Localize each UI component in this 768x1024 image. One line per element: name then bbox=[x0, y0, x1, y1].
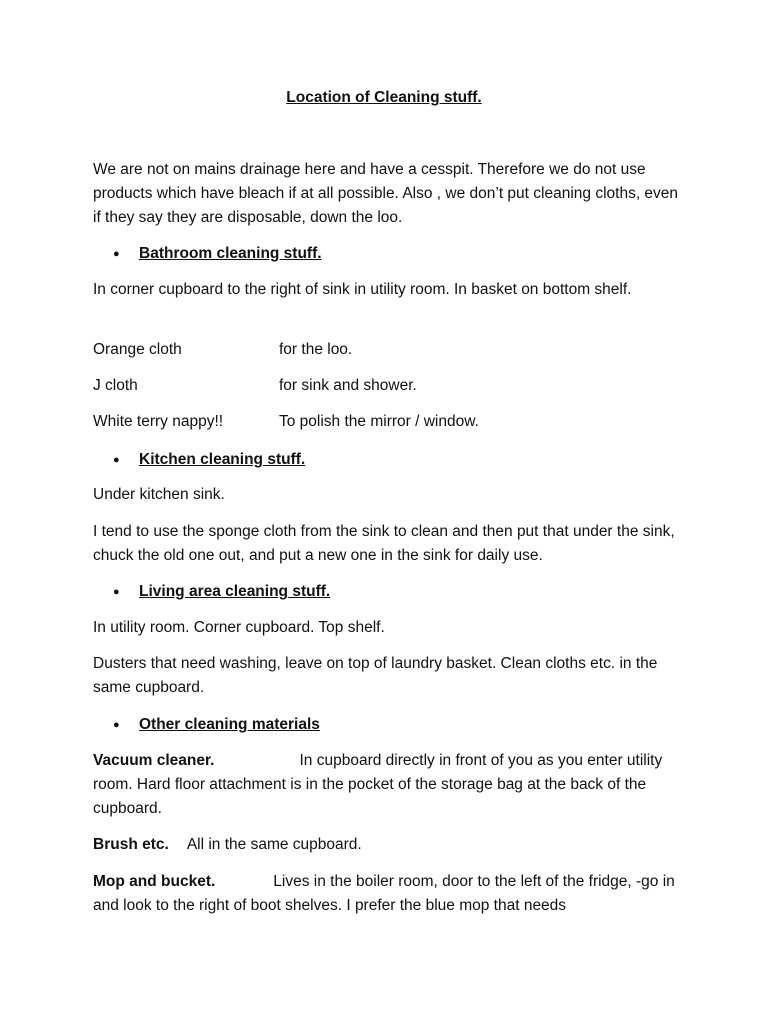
living-section-heading bbox=[113, 580, 330, 604]
document-title: Location of Cleaning stuff. bbox=[286, 89, 482, 106]
living-location: In utility room. Corner cupboard. Top shelf. bbox=[93, 619, 385, 636]
mop-label: Mop and bucket. bbox=[93, 873, 216, 890]
brush-paragraph bbox=[93, 833, 683, 857]
other-section-heading bbox=[113, 713, 320, 737]
kitchen-location: Under kitchen sink. bbox=[93, 486, 225, 503]
kitchen-note: I tend to use the sponge cloth from the sink to clean and then put that under the sink, chuck the old one out, and put a new one in the sink for daily use. bbox=[93, 523, 675, 564]
mop-paragraph bbox=[93, 870, 683, 918]
item-name: J cloth bbox=[93, 377, 138, 394]
item-use: for sink and shower. bbox=[279, 377, 417, 394]
item-name: Orange cloth bbox=[93, 341, 182, 358]
living-heading-text: Living area cleaning stuff. bbox=[139, 583, 331, 600]
bathroom-item-row bbox=[93, 410, 479, 434]
intro-paragraph: We are not on mains drainage here and have a cesspit. Therefore we do not use products which have bleach if at all possible. Also , we don’t put cleaning cloths, even if they say they are disposable, down the loo. bbox=[93, 161, 679, 226]
brush-text: All in the same cupboard. bbox=[186, 836, 362, 853]
bathroom-location: In corner cupboard to the right of sink in utility room. In basket on bottom shelf. bbox=[93, 281, 632, 298]
bathroom-item-row bbox=[93, 338, 352, 362]
bathroom-section-heading bbox=[113, 242, 322, 266]
vacuum-label: Vacuum cleaner. bbox=[93, 752, 215, 769]
bullet-icon: ● bbox=[113, 586, 120, 598]
item-use: for the loo. bbox=[279, 341, 353, 358]
other-heading-text: Other cleaning materials bbox=[139, 716, 320, 733]
bathroom-heading-text: Bathroom cleaning stuff. bbox=[139, 245, 322, 262]
bullet-icon: ● bbox=[113, 719, 120, 731]
brush-label: Brush etc. bbox=[93, 836, 169, 853]
bathroom-item-row bbox=[93, 374, 417, 398]
item-use: To polish the mirror / window. bbox=[279, 413, 479, 430]
kitchen-section-heading bbox=[113, 448, 305, 472]
mop-text: Lives in the boiler room, door to the left of the fridge, -go in and look to the right of boot shelves. I prefer the blue mop that needs bbox=[93, 873, 675, 914]
vacuum-text: In cupboard directly in front of you as you enter utility room. Hard floor attachment is in the pocket of the storage bag at the back of the cupboard. bbox=[93, 752, 663, 817]
living-note: Dusters that need washing, leave on top of laundry basket. Clean cloths etc. in the same cupboard. bbox=[93, 655, 658, 696]
vacuum-paragraph bbox=[93, 749, 683, 821]
item-name: White terry nappy!! bbox=[93, 413, 224, 430]
bullet-icon: ● bbox=[113, 248, 120, 260]
bullet-icon: ● bbox=[113, 454, 120, 466]
kitchen-heading-text: Kitchen cleaning stuff. bbox=[139, 451, 306, 468]
